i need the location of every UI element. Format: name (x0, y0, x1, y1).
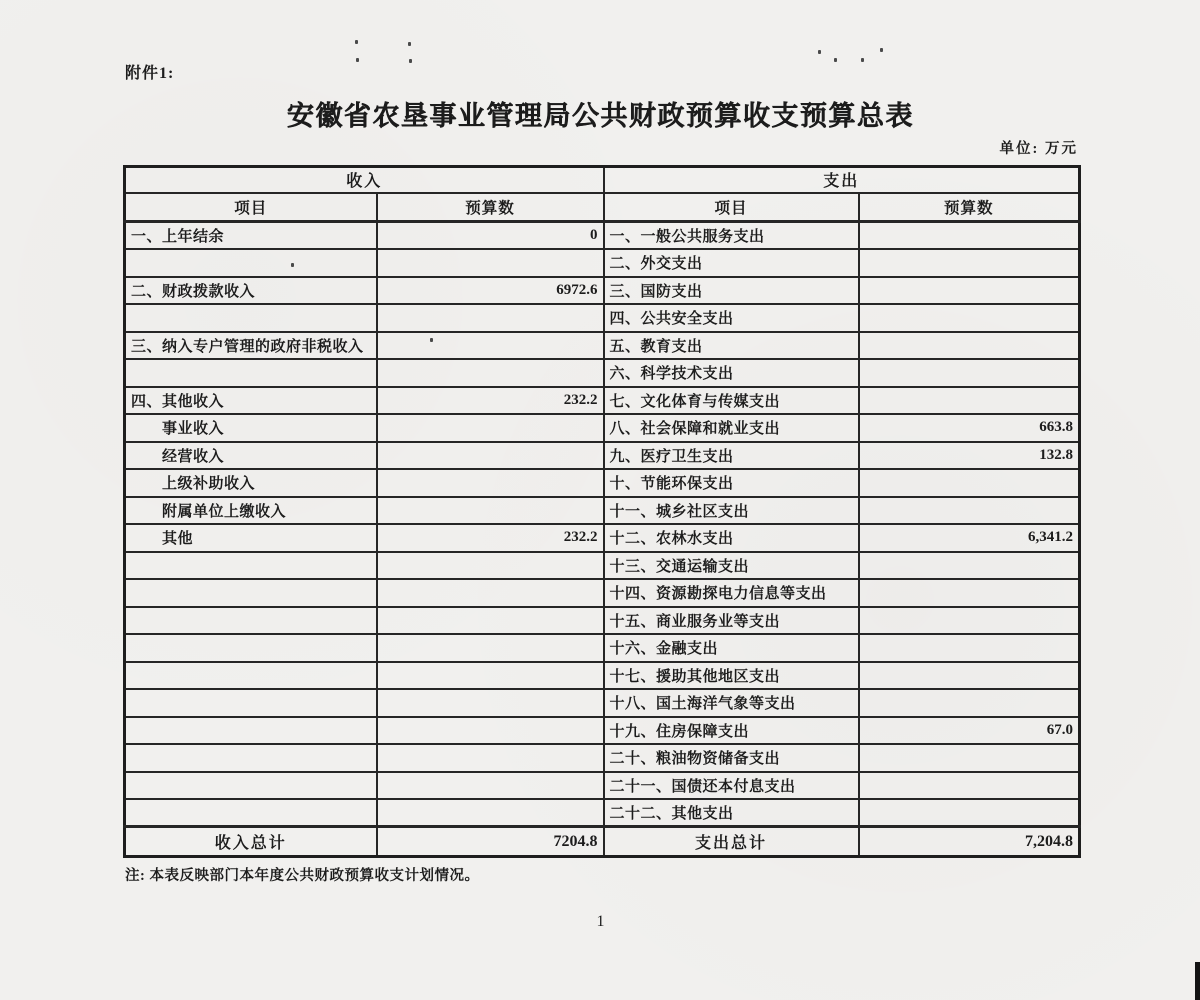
table-row (125, 689, 1080, 717)
income-item-cell (125, 717, 377, 745)
expense-item-cell: 十三、交通运输支出 (604, 552, 859, 580)
table-row (125, 524, 1080, 552)
expense-item-cell: 十九、住房保障支出 (604, 717, 859, 745)
expense-total-value: 7,204.8 (859, 827, 1080, 857)
income-item-cell: 三、纳入专户管理的政府非税收入 (125, 332, 377, 360)
expense-value-cell (859, 772, 1080, 800)
income-item-cell (125, 689, 377, 717)
section-header-row (125, 167, 1080, 193)
expense-item-cell: 二十、粮油物资储备支出 (604, 744, 859, 772)
income-item-cell: 附属单位上缴收入 (125, 497, 377, 525)
income-value-cell: 232.2 (377, 524, 604, 552)
income-item-cell: 经营收入 (125, 442, 377, 470)
expense-value-cell (859, 304, 1080, 332)
expense-value-cell (859, 359, 1080, 387)
income-value-cell (377, 607, 604, 635)
income-value-cell: 0 (377, 222, 604, 250)
income-item-header: 项目 (125, 193, 377, 222)
income-total-label: 收入总计 (125, 827, 377, 857)
income-value-cell (377, 772, 604, 800)
expense-item-cell: 三、国防支出 (604, 277, 859, 305)
expense-value-cell (859, 607, 1080, 635)
income-item-cell (125, 634, 377, 662)
scan-speck (818, 50, 821, 54)
income-value-cell (377, 414, 604, 442)
income-item-cell: 上级补助收入 (125, 469, 377, 497)
attachment-label: 附件1: (125, 65, 175, 82)
income-total-value: 7204.8 (377, 827, 604, 857)
scan-artifact-corner (1195, 962, 1200, 1000)
income-item-cell: 二、财政拨款收入 (125, 277, 377, 305)
expense-item-cell: 十七、援助其他地区支出 (604, 662, 859, 690)
table-row (125, 634, 1080, 662)
total-row (125, 827, 1080, 857)
income-value-cell (377, 662, 604, 690)
expense-item-cell: 二十一、国债还本付息支出 (604, 772, 859, 800)
income-item-cell: 四、其他收入 (125, 387, 377, 415)
expense-item-cell: 九、医疗卫生支出 (604, 442, 859, 470)
income-value-cell (377, 442, 604, 470)
column-header-row (125, 193, 1080, 222)
expense-value-cell (859, 277, 1080, 305)
scan-speck (880, 48, 883, 52)
unit-label: 单位: 万元 (999, 141, 1078, 157)
table-row (125, 359, 1080, 387)
table-row (125, 579, 1080, 607)
income-value-cell (377, 579, 604, 607)
expense-item-cell: 七、文化体育与传媒支出 (604, 387, 859, 415)
expense-item-cell: 十八、国土海洋气象等支出 (604, 689, 859, 717)
table-row (125, 497, 1080, 525)
income-section-header: 收入 (125, 167, 604, 193)
income-item-cell (125, 744, 377, 772)
income-value-cell (377, 552, 604, 580)
expense-value-cell (859, 662, 1080, 690)
income-value-cell (377, 304, 604, 332)
income-item-cell: 一、上年结余 (125, 222, 377, 250)
expense-item-cell: 二、外交支出 (604, 249, 859, 277)
expense-value-cell (859, 387, 1080, 415)
expense-value-cell (859, 332, 1080, 360)
table-row (125, 442, 1080, 470)
expense-value-cell (859, 552, 1080, 580)
scan-speck (409, 59, 412, 63)
scan-speck (291, 263, 294, 267)
table-row (125, 304, 1080, 332)
table-row (125, 744, 1080, 772)
table-row (125, 414, 1080, 442)
income-value-cell (377, 249, 604, 277)
table-row (125, 387, 1080, 415)
income-value-cell (377, 497, 604, 525)
income-value-cell: 232.2 (377, 387, 604, 415)
expense-value-cell: 663.8 (859, 414, 1080, 442)
scan-speck (430, 338, 433, 342)
income-item-cell (125, 304, 377, 332)
expense-item-cell: 八、社会保障和就业支出 (604, 414, 859, 442)
expense-item-cell: 五、教育支出 (604, 332, 859, 360)
income-value-cell (377, 634, 604, 662)
expense-value-cell (859, 497, 1080, 525)
page-number: 1 (596, 913, 605, 930)
income-value-cell (377, 359, 604, 387)
table-note: 注: 本表反映部门本年度公共财政预算收支计划情况。 (125, 868, 480, 884)
expense-item-cell: 十、节能环保支出 (604, 469, 859, 497)
page-title: 安徽省农垦事业管理局公共财政预算收支预算总表 (287, 101, 914, 131)
table-row (125, 249, 1080, 277)
income-value-cell (377, 689, 604, 717)
expense-value-cell (859, 222, 1080, 250)
expense-item-cell: 十六、金融支出 (604, 634, 859, 662)
table-row (125, 607, 1080, 635)
table-row (125, 772, 1080, 800)
expense-value-cell (859, 634, 1080, 662)
income-item-cell (125, 607, 377, 635)
table-row (125, 717, 1080, 745)
table-row (125, 662, 1080, 690)
scan-speck (356, 58, 359, 62)
scan-speck (408, 42, 411, 46)
budget-table (123, 165, 1081, 858)
scan-speck (355, 40, 358, 44)
expense-item-cell: 十五、商业服务业等支出 (604, 607, 859, 635)
income-item-cell (125, 662, 377, 690)
expense-item-cell: 六、科学技术支出 (604, 359, 859, 387)
expense-item-cell: 十四、资源勘探电力信息等支出 (604, 579, 859, 607)
expense-section-header: 支出 (604, 167, 1080, 193)
expense-item-cell: 十一、城乡社区支出 (604, 497, 859, 525)
expense-value-cell: 6,341.2 (859, 524, 1080, 552)
table-row (125, 469, 1080, 497)
income-item-cell (125, 249, 377, 277)
income-item-cell (125, 799, 377, 827)
income-value-cell (377, 469, 604, 497)
expense-item-header: 项目 (604, 193, 859, 222)
expense-value-cell (859, 744, 1080, 772)
expense-value-cell (859, 469, 1080, 497)
expense-value-cell: 67.0 (859, 717, 1080, 745)
income-item-cell (125, 552, 377, 580)
expense-item-cell: 一、一般公共服务支出 (604, 222, 859, 250)
income-item-cell (125, 772, 377, 800)
income-value-cell: 6972.6 (377, 277, 604, 305)
income-item-cell (125, 359, 377, 387)
income-budget-header: 预算数 (377, 193, 604, 222)
expense-item-cell: 十二、农林水支出 (604, 524, 859, 552)
table-row (125, 799, 1080, 827)
income-item-cell (125, 579, 377, 607)
scan-speck (861, 58, 864, 62)
expense-value-cell: 132.8 (859, 442, 1080, 470)
table-row (125, 222, 1080, 250)
income-item-cell: 其他 (125, 524, 377, 552)
income-value-cell (377, 332, 604, 360)
income-value-cell (377, 744, 604, 772)
expense-value-cell (859, 249, 1080, 277)
table-row (125, 552, 1080, 580)
expense-total-label: 支出总计 (604, 827, 859, 857)
income-value-cell (377, 799, 604, 827)
income-item-cell: 事业收入 (125, 414, 377, 442)
table-row (125, 332, 1080, 360)
expense-value-cell (859, 799, 1080, 827)
expense-item-cell: 二十二、其他支出 (604, 799, 859, 827)
table-body (125, 222, 1080, 827)
scan-speck (834, 58, 837, 62)
expense-budget-header: 预算数 (859, 193, 1080, 222)
expense-value-cell (859, 689, 1080, 717)
income-value-cell (377, 717, 604, 745)
expense-item-cell: 四、公共安全支出 (604, 304, 859, 332)
table-row (125, 277, 1080, 305)
expense-value-cell (859, 579, 1080, 607)
